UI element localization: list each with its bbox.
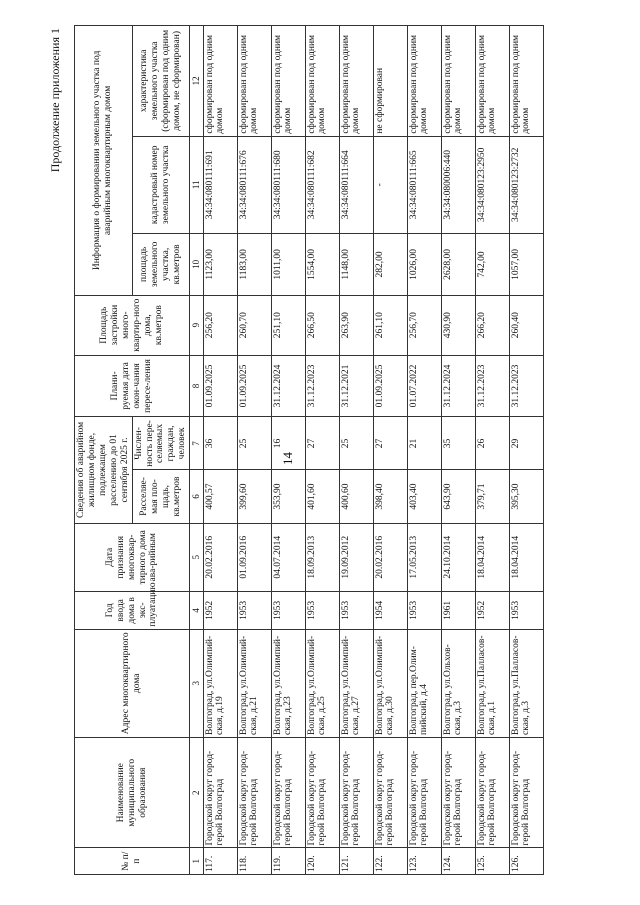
col-number: 2 <box>190 737 203 848</box>
planned-date-cell: 01.09.2025 <box>237 355 271 417</box>
date-declared-cell: 18.04.2014 <box>509 523 543 592</box>
year-built-cell: 1953 <box>305 592 339 630</box>
land-area-cell: 1183,00 <box>237 233 271 295</box>
area-resettle-cell: 379,71 <box>475 470 509 523</box>
cadastral-cell: 34:34:080111:676 <box>237 136 271 233</box>
col-number: 6 <box>190 470 203 523</box>
built-area-cell: 260,40 <box>509 295 543 355</box>
characteristic-cell: сформирован под одним домом <box>339 26 373 137</box>
people-cell: 36 <box>203 417 237 470</box>
cadastral-cell: 34:34:080123:2950 <box>475 136 509 233</box>
built-area-cell: 266,20 <box>475 295 509 355</box>
people-cell: 25 <box>339 417 373 470</box>
built-area-cell: 261,10 <box>373 295 407 355</box>
area-resettle-cell: 643,90 <box>441 470 475 523</box>
registry-table <box>74 25 544 875</box>
cadastral-cell: 34:34:080006:440 <box>441 136 475 233</box>
col-number: 4 <box>190 592 203 630</box>
planned-date-cell: 01.07.2022 <box>407 355 441 417</box>
row-number: 124. <box>441 848 475 875</box>
planned-date-cell: 31.12.2023 <box>509 355 543 417</box>
people-cell: 27 <box>373 417 407 470</box>
cadastral-cell: - <box>373 136 407 233</box>
address-cell: Волгоград, ул.Олимпий-ская, д.30 <box>373 629 407 737</box>
cadastral-cell: 34:34:080111:691 <box>203 136 237 233</box>
area-resettle-cell: 403,40 <box>407 470 441 523</box>
people-cell: 29 <box>509 417 543 470</box>
header-planned-date: Плани-руемая дата окон-чания пересе-ления <box>75 355 190 417</box>
header-area-resettle: Расселяе-мая пло-щадь, кв.метров <box>132 470 190 523</box>
people-cell: 26 <box>475 417 509 470</box>
land-area-cell: 1026,00 <box>407 233 441 295</box>
planned-date-cell: 31.12.2023 <box>475 355 509 417</box>
cadastral-cell: 34:34:080111:664 <box>339 136 373 233</box>
address-cell: Волгоград, ул.Олимпий-ская, д.19 <box>203 629 237 737</box>
table-row <box>203 26 237 875</box>
date-declared-cell: 18.04.2014 <box>475 523 509 592</box>
date-declared-cell: 24.10.2014 <box>441 523 475 592</box>
planned-date-cell: 31.12.2024 <box>441 355 475 417</box>
col-number: 9 <box>190 295 203 355</box>
table-row <box>509 26 543 875</box>
col-number: 5 <box>190 523 203 592</box>
address-cell: Волгоград, ул.Олимпий-ская, д.25 <box>305 629 339 737</box>
built-area-cell: 256,20 <box>203 295 237 355</box>
header-land-group: Информация о формировании земельного участка под аварийным многоквартирным домом <box>75 26 133 296</box>
year-built-cell: 1954 <box>373 592 407 630</box>
col-number: 10 <box>190 233 203 295</box>
cadastral-cell: 34:34:080123:2732 <box>509 136 543 233</box>
header-fund-group: Сведения об аварийном жилищном фонде, подлежащем расселению до 01 сентября 2025 г. <box>75 417 133 523</box>
col-number: 8 <box>190 355 203 417</box>
page-number: 14 <box>280 452 295 465</box>
year-built-cell: 1952 <box>203 592 237 630</box>
area-resettle-cell: 398,40 <box>373 470 407 523</box>
area-resettle-cell: 400,57 <box>203 470 237 523</box>
planned-date-cell: 01.09.2025 <box>373 355 407 417</box>
date-declared-cell: 17.05.2013 <box>407 523 441 592</box>
land-area-cell: 1123,00 <box>203 233 237 295</box>
people-cell: 25 <box>237 417 271 470</box>
people-cell: 27 <box>305 417 339 470</box>
area-resettle-cell: 400,60 <box>339 470 373 523</box>
land-area-cell: 742,00 <box>475 233 509 295</box>
characteristic-cell: сформирован под одним домом <box>271 26 305 137</box>
characteristic-cell: сформирован под одним домом <box>441 26 475 137</box>
land-area-cell: 1011,00 <box>271 233 305 295</box>
row-number: 125. <box>475 848 509 875</box>
date-declared-cell: 20.02.2016 <box>203 523 237 592</box>
area-resettle-cell: 401,60 <box>305 470 339 523</box>
characteristic-cell: сформирован под одним домом <box>237 26 271 137</box>
year-built-cell: 1953 <box>271 592 305 630</box>
col-number: 7 <box>190 417 203 470</box>
area-resettle-cell: 399,60 <box>237 470 271 523</box>
col-number: 11 <box>190 136 203 233</box>
date-declared-cell: 04.07.2014 <box>271 523 305 592</box>
built-area-cell: 251,10 <box>271 295 305 355</box>
header-address: Адрес многоквартирного дома <box>75 629 190 737</box>
municipality-cell: Городской округ город-герой Волгоград <box>237 737 271 848</box>
year-built-cell: 1953 <box>237 592 271 630</box>
date-declared-cell: 20.02.2016 <box>373 523 407 592</box>
address-cell: Волгоград, пер.Олим-пийский, д.4 <box>407 629 441 737</box>
address-cell: Волгоград, ул.Палласов-ская, д.3 <box>509 629 543 737</box>
table-row <box>305 26 339 875</box>
characteristic-cell: не сформирован <box>373 26 407 137</box>
header-land-area: площадь земельного участка, кв.метров <box>132 233 190 295</box>
land-area-cell: 1057,00 <box>509 233 543 295</box>
area-resettle-cell: 395,30 <box>509 470 543 523</box>
people-cell: 16 <box>271 417 305 470</box>
built-area-cell: 430,90 <box>441 295 475 355</box>
land-area-cell: 282,00 <box>373 233 407 295</box>
header-num: № п/п <box>75 848 190 875</box>
table-row <box>441 26 475 875</box>
col-number: 1 <box>190 848 203 875</box>
address-cell: Волгоград, ул.Палласов-ская, д.1 <box>475 629 509 737</box>
municipality-cell: Городской округ город-герой Волгоград <box>407 737 441 848</box>
municipality-cell: Городской округ город-герой Волгоград <box>339 737 373 848</box>
row-number: 122. <box>373 848 407 875</box>
built-area-cell: 266,50 <box>305 295 339 355</box>
address-cell: Волгоград, ул.Олимпий-ская, д.21 <box>237 629 271 737</box>
land-area-cell: 2628,00 <box>441 233 475 295</box>
row-number: 120. <box>305 848 339 875</box>
col-number: 12 <box>190 26 203 137</box>
year-built-cell: 1953 <box>509 592 543 630</box>
municipality-cell: Городской округ город-герой Волгоград <box>475 737 509 848</box>
header-cadastral: кадастровый номер земельного участка <box>132 136 190 233</box>
planned-date-cell: 31.12.2024 <box>271 355 305 417</box>
cadastral-cell: 34:34:080111:680 <box>271 136 305 233</box>
planned-date-cell: 01.09.2025 <box>203 355 237 417</box>
built-area-cell: 256,70 <box>407 295 441 355</box>
header-people: Числен-ность пере-селяемых граждан, человек <box>132 417 190 470</box>
col-number: 3 <box>190 629 203 737</box>
year-built-cell: 1952 <box>475 592 509 630</box>
table-row <box>407 26 441 875</box>
year-built-cell: 1953 <box>407 592 441 630</box>
header-built-area: Площадь застройки много-квартир-ного дома, кв.метров <box>75 295 190 355</box>
table-row <box>339 26 373 875</box>
address-cell: Волгоград, ул.Олимпий-ская, д.27 <box>339 629 373 737</box>
row-number: 119. <box>271 848 305 875</box>
people-cell: 35 <box>441 417 475 470</box>
row-number: 118. <box>237 848 271 875</box>
land-area-cell: 1148,00 <box>339 233 373 295</box>
address-cell: Волгоград, ул.Олимпий-ская, д.23 <box>271 629 305 737</box>
municipality-cell: Городской округ город-герой Волгоград <box>203 737 237 848</box>
area-resettle-cell: 353,90 <box>271 470 305 523</box>
row-number: 121. <box>339 848 373 875</box>
characteristic-cell: сформирован под одним домом <box>305 26 339 137</box>
built-area-cell: 263,90 <box>339 295 373 355</box>
table-row <box>271 26 305 875</box>
people-cell: 21 <box>407 417 441 470</box>
characteristic-cell: сформирован под одним домом <box>203 26 237 137</box>
header-characteristic: характеристика земельного участка (сформирован под одним домом, не сформирован) <box>132 26 190 137</box>
municipality-cell: Городской округ город-герой Волгоград <box>509 737 543 848</box>
characteristic-cell: сформирован под одним домом <box>475 26 509 137</box>
table-row <box>373 26 407 875</box>
municipality-cell: Городской округ город-герой Волгоград <box>373 737 407 848</box>
planned-date-cell: 31.12.2023 <box>305 355 339 417</box>
date-declared-cell: 01.09.2016 <box>237 523 271 592</box>
column-number-row <box>190 26 203 875</box>
characteristic-cell: сформирован под одним домом <box>407 26 441 137</box>
table-row <box>475 26 509 875</box>
row-number: 123. <box>407 848 441 875</box>
header-municipality: Наименование муниципального образования <box>75 737 190 848</box>
year-built-cell: 1961 <box>441 592 475 630</box>
header-year-built: Год ввода дома в экс-плуатацию <box>75 592 190 630</box>
header-date-declared: Дата признания многоквар-тирного дома ава-рийным <box>75 523 190 592</box>
municipality-cell: Городской округ город-герой Волгоград <box>305 737 339 848</box>
continuation-title: Продолжение приложения 1 <box>48 28 62 173</box>
municipality-cell: Городской округ город-герой Волгоград <box>271 737 305 848</box>
cadastral-cell: 34:34:080111:682 <box>305 136 339 233</box>
year-built-cell: 1953 <box>339 592 373 630</box>
land-area-cell: 1554,00 <box>305 233 339 295</box>
date-declared-cell: 19.09.2012 <box>339 523 373 592</box>
date-declared-cell: 18.09.2013 <box>305 523 339 592</box>
built-area-cell: 260,70 <box>237 295 271 355</box>
characteristic-cell: сформирован под одним домом <box>509 26 543 137</box>
row-number: 126. <box>509 848 543 875</box>
address-cell: Волгоград, ул.Ольхов-ская, д.3 <box>441 629 475 737</box>
planned-date-cell: 31.12.2021 <box>339 355 373 417</box>
municipality-cell: Городской округ город-герой Волгоград <box>441 737 475 848</box>
row-number: 117. <box>203 848 237 875</box>
table-row <box>237 26 271 875</box>
cadastral-cell: 34:34:080111:665 <box>407 136 441 233</box>
